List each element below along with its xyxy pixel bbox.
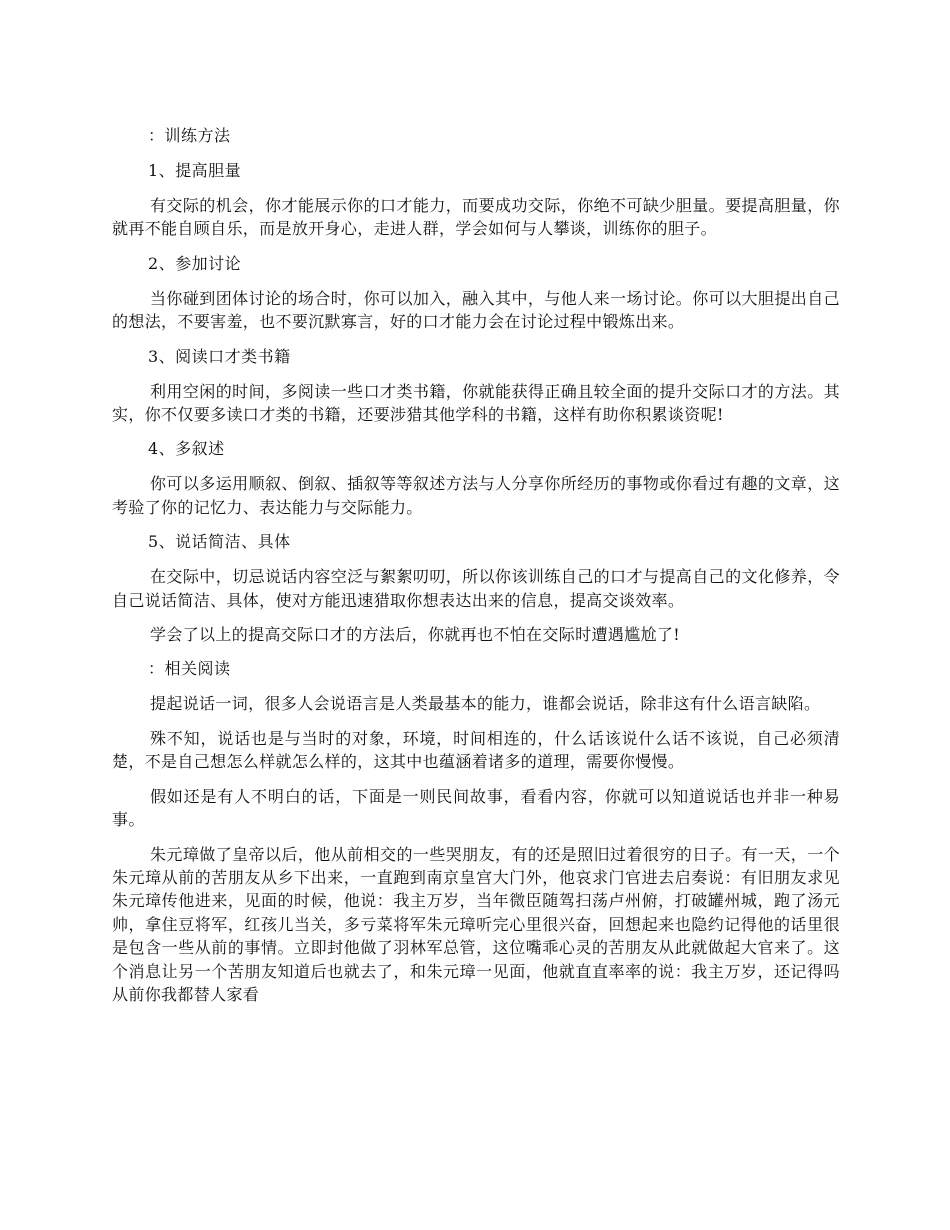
heading-related-reading: ：相关阅读 <box>148 659 231 679</box>
para-narration: 你可以多运用顺叙、倒叙、插叙等等叙述方法与人分享你所经历的事物或你看过有趣的文章，这考验了你的记忆力、表达能力与交际能力。 <box>112 474 840 517</box>
para-speaking-ability: 提起说话一词，很多人会说语言是人类最基本的能力，谁都会说话，除非这有什么语言缺陷。 <box>150 694 821 714</box>
para-concise: 在交际中，切忌说话内容空泛与絮絮叨叨，所以你该训练自己的口才与提高自己的文化修养，令自己说话简洁、具体，使对方能迅速猎取你想表达出来的信息，提高交谈效率。 <box>112 567 840 610</box>
heading-2-discussion: 2、参加讨论 <box>148 253 242 273</box>
heading-5-concise: 5、说话简洁、具体 <box>148 532 291 552</box>
para-discussion: 当你碰到团体讨论的场合时，你可以加入，融入其中，与他人来一场讨论。你可以大胆提出自己的想法，不要害羞，也不要沉默寡言，好的口才能力会在讨论过程中锻炼出来。 <box>112 288 840 332</box>
document-page <box>112 124 840 1017</box>
para-courage: 有交际的机会，你才能展示你的口才能力，而要成功交际，你绝不可缺少胆量。要提高胆量，你就再不能自顾自乐，而是放开身心，走进人群，学会如何与人攀谈，训练你的胆子。 <box>112 196 840 239</box>
heading-1-courage: 1、提高胆量 <box>148 161 242 180</box>
para-reading: 利用空闲的时间，多阅读一些口才类书籍，你就能获得正确且较全面的提升交际口才的方法。其实，你不仅要多读口才类的书籍，还要涉猎其他学科的书籍，这样有助你积累谈资呢! <box>112 381 840 425</box>
heading-training-methods: ：训练方法 <box>148 126 231 145</box>
para-zhu-yuanzhang-story: 朱元璋做了皇帝以后，他从前相交的一些哭朋友，有的还是照旧过着很穷的日子。有一天，一个朱元璋从前的苦朋友从乡下出来，一直跑到南京皇宫大门外，他哀求门官进去启奏说：有旧朋友求见朱元璋传他进来，见面的时候，他说：我主万岁，当年微臣随驾扫荡卢州俯，打破罐州城，跑了汤元帅，拿住豆将军，红孩儿当关，多亏菜将军朱元璋听完心里很兴奋，回想起来也隐约记得他的话里很是包含一些从前的事情。立即封他做了羽林军总管，这位嘴乖心灵的苦朋友从此就做起大官来了。这个消息让另一个苦朋友知道后也就去了，和朱元璋一见面，他就直直率率的说：我主万岁，还记得吗从前你我都替人家看 <box>112 844 840 1004</box>
para-context: 殊不知，说话也是与当时的对象，环境，时间相连的，什么话该说什么话不该说，自己必须清楚，不是自己想怎么样就怎么样的，这其中也蕴涵着诸多的道理，需要你慢慢。 <box>112 728 840 772</box>
heading-4-narration: 4、多叙述 <box>148 439 225 459</box>
heading-3-reading: 3、阅读口才类书籍 <box>148 346 291 366</box>
para-summary: 学会了以上的提高交际口才的方法后，你就再也不怕在交际时遭遇尴尬了! <box>150 625 680 645</box>
para-folk-tale-intro: 假如还是有人不明白的话，下面是一则民间故事，看看内容，你就可以知道说话也并非一种易事。 <box>112 786 840 830</box>
